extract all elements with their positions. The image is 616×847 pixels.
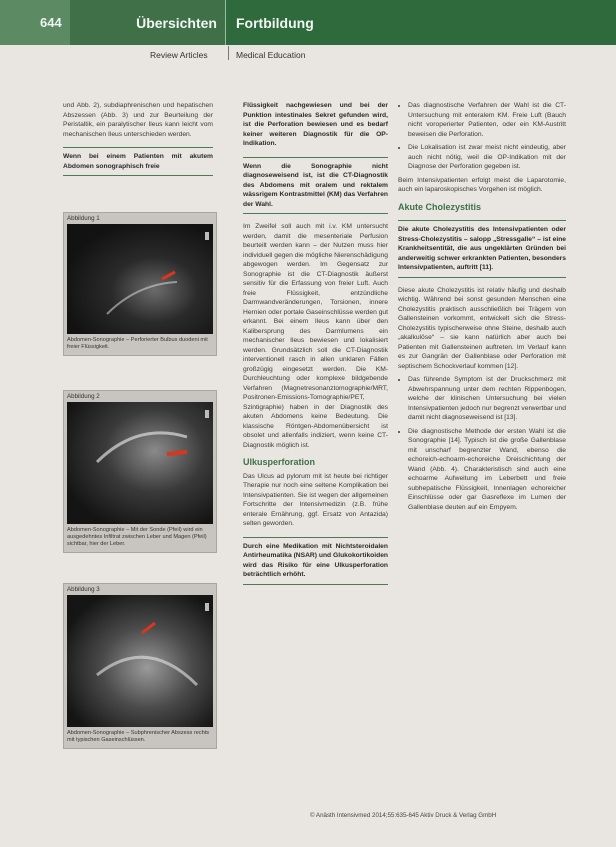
ultrasound-image	[67, 402, 213, 524]
ultrasound-overlay	[67, 402, 213, 524]
paragraph: Im Zweifel soll auch mit i.v. KM untersucht werden, damit die mesenteriale Perfusion beurteilt werden kann – der Nutzen muss hier individuell gegen die mögliche Nierenschädigung abgewogen werden. Im Gegensatz zur Sonographie ist die CT-Diagnostik äußerst sensitiv für die Erfassung von freier Luft. Auch freie Flüssigkeit, entzündliche Darmwandveränderungen, Torsionen, innere Hernien oder portale Gaseinschlüsse werden gut erkannt. Bei einem Ileus kann über den Kalibersprung des Darmlumens ein mechanischer Ileus bewiesen und lokalisiert werden. Grundsätzlich soll die CT-Diagnostik interventionell rasch in allen unklaren Fällen großzügig eingesetzt werden. Die KM-Durchleuchtung oder komplexe bildgebende Verfahren (Magnetresonanztomographie/MRT, Positronen-Emissions-Tomographie/PET, Szintigraphie) haben in der Diagnostik des akuten Abdomens keine Bedeutung. Die klassische Röntgen-Abdomenübersicht ist obsolet und allenfalls indiziert, wenn keine CT-Diagnostik möglich ist.	[243, 223, 388, 449]
bullet-list	[398, 375, 566, 512]
figure-caption: Abdomen-Sonographie – Mit der Sonde (Pfeil) wird ein ausgedehntes Infiltrat zwischen Leber und Magen (Pfeil) sichtbar, hier der Leber.	[67, 527, 207, 547]
ultrasound-overlay	[67, 224, 213, 334]
list-item: • Die diagnostische Methode der ersten Wahl ist die Sonographie [14]. Typisch ist die große Gallenblase mit unscharf begrenzter Wand, ebenso die echoreich-echoarm-echoreiche Dreischichtung der Wand (Abb. 4). Charakteristisch sind auch eine echoarme Aufweitung im Leberbett und freie subhepatische Flüssigkeit, Innenlagen echoreicher Einschlüsse oder gar Gasreflexe im Lumen der Gallenblase deuten auf ein Empyem.	[408, 427, 566, 513]
figure-3	[63, 583, 217, 749]
subtitle-left: Review Articles	[150, 50, 208, 60]
figure-2	[63, 390, 217, 553]
page-header	[0, 0, 616, 45]
list-item: • Die Lokalisation ist zwar meist nicht eindeutig, aber auch nicht nötig, weil die OP-Indikation mit der Diagnose der Perforation gegeben ist.	[408, 143, 566, 172]
ultrasound-image	[67, 224, 213, 334]
figure-title: Abbildung 3	[67, 586, 100, 593]
section-heading: Akute Cholezystitis	[398, 201, 482, 212]
highlight-box: Durch eine Medikation mit Nichtsteroidalen Antirheumatika (NSAR) und Glukokortikoiden wird das Risiko für eine Ulkusperforation beträchtlich erhöht.	[243, 537, 388, 585]
paragraph: Diese akute Cholezystitis ist relativ häufig und deshalb wichtig. Während bei sonst gesunden Menschen eine Cholezystitis praktisch ausschließlich bei Trägern von Gallensteinen vorkommt, entwickelt sich die Stress-Cholezystitis typischerweise ohne Steine, deshalb auch „akalkulöse“ – sie kann natürlich aber auch bei Patienten mit Gallensteinen auftreten. Im Verlauf kann es zur Gangrän der Gallenblase oder Perforation mit septischem Schockverlauf kommen [12].	[398, 286, 566, 370]
arrow-marker	[167, 452, 187, 454]
highlight-box: Wenn bei einem Patienten mit akutem Abdomen sonographisch freie	[63, 147, 213, 176]
page-footer: © Anästh Intensivmed 2014;55:635-645 Aktiv Druck & Verlag GmbH	[310, 812, 497, 819]
list-item: • Das diagnostische Verfahren der Wahl ist die CT-Untersuchung mit enteralem KM. Freie Luft (Bauch nicht voroperierter Patienten, oder ein KM-Austritt beweisen die Perforation.	[408, 101, 566, 139]
column-1	[63, 101, 213, 184]
list-item: • Das führende Symptom ist der Druckschmerz mit Abwehrspannung unter dem rechten Rippenbogen, welche der klinischen Untersuchung bei vielen Intensivpatienten jedoch nur begrenzt verwertbar und damit nicht diagnoseweisend ist [13].	[408, 375, 566, 423]
figure-1	[63, 212, 217, 356]
section-heading: Ulkusperforation	[243, 457, 316, 467]
section-title-right: Fortbildung	[225, 0, 616, 45]
highlight-text: Flüssigkeit nachgewiesen und bei der Punktion intestinales Sekret gefunden wird, ist die Perforation bewiesen und es bedarf keiner weiteren Diagnostik für die OP-Indikation.	[243, 102, 388, 147]
highlight-box: Wenn die Sonographie nicht diagnoseweisend ist, ist die CT-Diagnostik des Abdomens mit oralem und rektalem wässrigem Kontrastmittel (KM) das Verfahren der Wahl.	[243, 157, 388, 215]
figure-caption: Abdomen-Sonographie – Subphrenischer Abszess rechts mit typischen Gaseinschlüssen.	[67, 730, 210, 743]
bullet-list	[398, 101, 566, 172]
figure-title: Abbildung 2	[67, 393, 100, 400]
arrow-marker	[162, 272, 175, 279]
figure-title: Abbildung 1	[67, 215, 100, 222]
ultrasound-image	[67, 595, 213, 727]
highlight-box: Die akute Cholezystitis des Intensivpatienten oder Stress-Cholezystitis – salopp „Stressgalle“ – ist eine Krankheitsentität, die aus ungeklärten Gründen bei anderweitig schwer erkrankten Patienten, besonders Intensivpatienten, auftritt [11].	[398, 220, 566, 278]
column-2	[243, 101, 388, 593]
paragraph: Beim Intensivpatienten erfolgt meist die Laparotomie, auch ein laparoskopisches Vorgehen ist möglich.	[398, 176, 566, 193]
section-title-left: Übersichten	[70, 0, 225, 45]
paragraph: Das Ulcus ad pylorum mit ist heute bei richtiger Therapie nur noch eine seltene Komplikation bei Intensivpatienten. Sie ist wegen der allgemeinen Fortschritte der Intensivmedizin (z.B. frühe enterale Ernährung, ggf. Ersatz von Antazida) selten geworden.	[243, 472, 388, 527]
page-number: 644	[0, 0, 70, 45]
ultrasound-overlay	[67, 595, 213, 727]
arrow-marker	[142, 623, 155, 633]
header-divider	[228, 46, 229, 60]
subtitle-right: Medical Education	[236, 50, 306, 60]
figure-caption: Abdomen-Sonographie – Perforierter Bulbus duodeni mit freier Flüssigkeit.	[67, 337, 208, 350]
paragraph: und Abb. 2), subdiaphrenischen und hepatischen Abszessen (Abb. 3) und zur Beurteilung der Peristaltik, ein paralytischer Ileus kann leicht vom mechanischen Ileus unterschieden werden.	[63, 102, 213, 138]
column-3	[398, 101, 566, 516]
